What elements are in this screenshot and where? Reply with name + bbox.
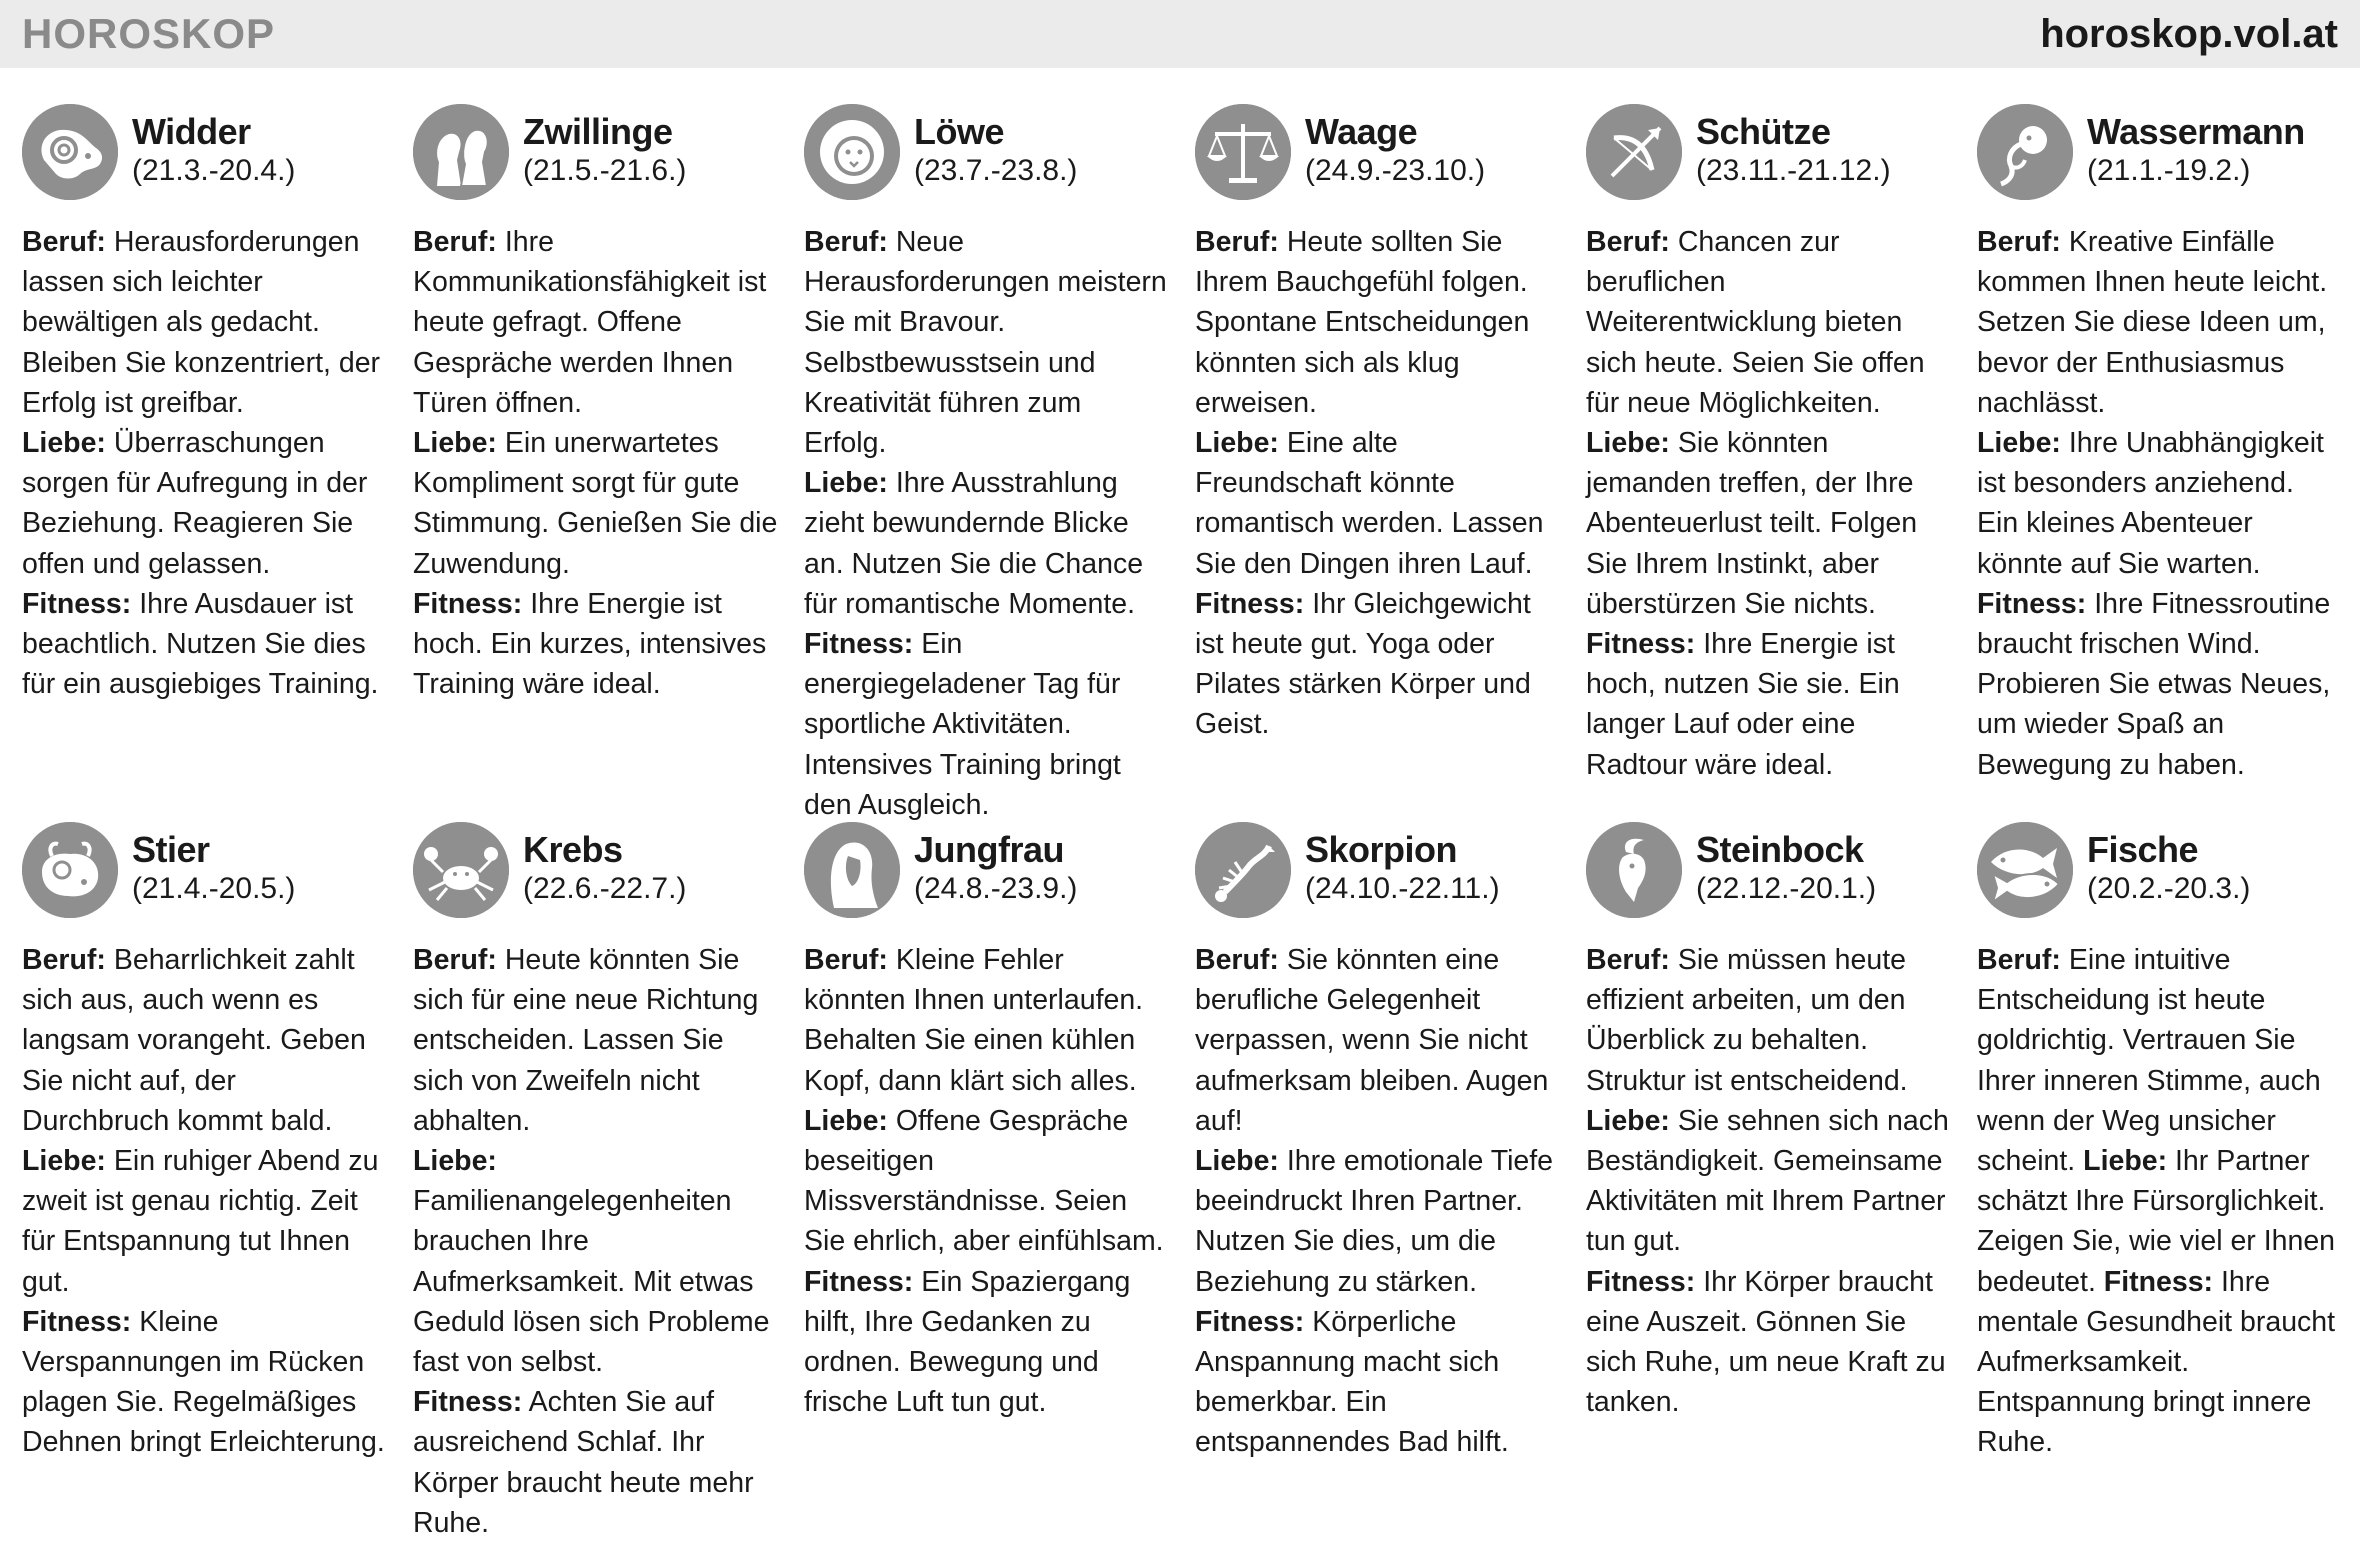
liebe-text: Ein unerwartetes Kompliment sorgt für gute Stimmung. Genießen Sie die Zuwendung. [413, 427, 778, 580]
sign-text [413, 222, 778, 704]
sign-name: Fische [2087, 829, 2199, 870]
fitness-label: Fitness: [1195, 1305, 1305, 1338]
liebe-label: Liebe: [804, 467, 888, 500]
sign-krebs [413, 822, 778, 1539]
sign-name: Schütze [1696, 111, 1831, 152]
sign-dates: (22.12.-20.1.) [1696, 872, 1877, 905]
sign-text [804, 222, 1169, 825]
twins-icon [413, 104, 509, 200]
sign-stier [22, 822, 387, 1502]
liebe-label: Liebe: [22, 1145, 106, 1178]
sign-zwillinge [413, 104, 778, 784]
fitness-text: Ihre Energie ist hoch. Ein kurzes, intensives Training wäre ideal. [413, 587, 767, 701]
sign-text [22, 222, 387, 704]
beruf-label: Beruf: [413, 226, 497, 258]
fish-icon [1977, 822, 2073, 918]
liebe-text: Offene Gespräche beseitigen Missverständnisse. Seien Sie ehrlich, aber einfühlsam. [804, 1104, 1164, 1258]
sign-loewe [804, 104, 1169, 821]
scorpion-icon [1195, 822, 1291, 918]
liebe-text: Familienangelegenheiten brauchen Ihre Aufmerksamkeit. Mit etwas Geduld lösen sich Probleme fast von selbst. [413, 1185, 770, 1379]
bull-icon [22, 822, 118, 918]
water-bearer-icon [1977, 104, 2073, 200]
sign-wassermann [1977, 104, 2342, 784]
fitness-label: Fitness: [1586, 628, 1696, 661]
sign-skorpion [1195, 822, 1560, 1502]
sign-dates: (21.4.-20.5.) [132, 872, 296, 905]
sign-dates: (23.11.-21.12.) [1696, 154, 1891, 187]
liebe-label: Liebe: [1586, 1104, 1670, 1137]
fitness-text: Ihre Ausdauer ist beachtlich. Nutzen Sie dies für ein ausgiebiges Training. [22, 587, 379, 701]
beruf-label: Beruf: [804, 226, 888, 258]
sign-dates: (22.6.-22.7.) [523, 872, 687, 905]
beruf-text: Sie müssen heute effizient arbeiten, um den Überblick zu behalten. Struktur ist entscheidend. [1586, 944, 1908, 1097]
fitness-text: Körperliche Anspannung macht sich bemerkbar. Ein entspannendes Bad hilft. [1195, 1305, 1509, 1459]
site-url: horoskop.vol.at [2040, 11, 2338, 56]
sign-text [1195, 940, 1560, 1463]
fitness-text: Ihre mentale Gesundheit braucht Aufmerksamkeit. Entspannung bringt innere Ruhe. [1977, 1265, 2336, 1459]
liebe-text: Eine alte Freundschaft könnte romantisch werden. Lassen Sie den Dingen ihren Lauf. [1195, 427, 1544, 580]
beruf-label: Beruf: [1586, 226, 1670, 258]
sign-name: Löwe [914, 111, 1005, 152]
beruf-text: Neue Herausforderungen meistern Sie mit Bravour. Selbstbewusstsein und Kreativität führen zum Erfolg. [804, 226, 1167, 460]
beruf-text: Eine intuitive Entscheidung ist heute goldrichtig. Vertrauen Sie Ihrer inneren Stimme, auch wenn der Weg unsicher scheint. [1977, 944, 2321, 1178]
beruf-text: Sie könnten eine berufliche Gelegenheit verpassen, wenn Sie nicht aufmerksam bleiben. Augen auf! [1195, 944, 1549, 1137]
fitness-label: Fitness: [22, 1305, 132, 1338]
beruf-label: Beruf: [1586, 944, 1670, 976]
lion-icon [804, 104, 900, 200]
fitness-text: Kleine Verspannungen im Rücken plagen Sie. Regelmäßiges Dehnen bringt Erleichterung. [22, 1305, 385, 1459]
sign-text [1195, 222, 1560, 745]
sign-name: Waage [1305, 111, 1418, 152]
liebe-label: Liebe: [413, 427, 497, 460]
page-title: HOROSKOP [22, 10, 276, 57]
beruf-text: Kleine Fehler könnten Ihnen unterlaufen. Behalten Sie einen kühlen Kopf, dann klärt sich alles. [804, 944, 1144, 1097]
sign-dates: (21.3.-20.4.) [132, 154, 296, 187]
fitness-text: Ihre Energie ist hoch, nutzen Sie sie. Ein langer Lauf oder eine Radtour wäre ideal. [1586, 628, 1900, 781]
beruf-text: Chancen zur beruflichen Weiterentwicklung bieten sich heute. Seien Sie offen für neue Möglichkeiten. [1586, 226, 1925, 419]
sign-text [22, 940, 387, 1463]
liebe-text: Ihre Unabhängigkeit ist besonders anziehend. Ein kleines Abenteuer könnte auf Sie warten. [1977, 427, 2324, 580]
beruf-text: Ihre Kommunikationsfähigkeit ist heute gefragt. Offene Gespräche werden Ihnen Türen öffnen. [413, 226, 767, 419]
sign-text [1586, 222, 1951, 785]
beruf-label: Beruf: [22, 944, 106, 976]
beruf-label: Beruf: [1195, 944, 1279, 976]
liebe-text: Überraschungen sorgen für Aufregung in der Beziehung. Reagieren Sie offen und gelassen. [22, 427, 368, 580]
sign-dates: (21.1.-19.2.) [2087, 154, 2251, 187]
sign-schuetze [1586, 104, 1951, 784]
liebe-text: Ein ruhiger Abend zu zweit ist genau richtig. Zeit für Entspannung tut Ihnen gut. [22, 1145, 379, 1298]
page-header [0, 0, 2360, 68]
fitness-label: Fitness: [804, 1265, 914, 1298]
sign-dates: (20.2.-20.3.) [2087, 872, 2251, 905]
fitness-label: Fitness: [1195, 587, 1305, 620]
fitness-label: Fitness: [1586, 1265, 1696, 1298]
beruf-text: Beharrlichkeit zahlt sich aus, auch wenn es langsam vorangeht. Geben Sie nicht auf, der Durchbruch kommt bald. [22, 944, 366, 1137]
sign-steinbock [1586, 822, 1951, 1502]
beruf-label: Beruf: [413, 944, 497, 976]
liebe-text: Ihre emotionale Tiefe beeindruckt Ihren Partner. Nutzen Sie dies, um die Beziehung zu stärken. [1195, 1145, 1554, 1298]
fitness-label: Fitness: [1977, 587, 2087, 620]
sign-waage [1195, 104, 1560, 784]
beruf-text: Kreative Einfälle kommen Ihnen heute leicht. Setzen Sie diese Ideen um, bevor der Enthusiasmus nachlässt. [1977, 226, 2328, 419]
sign-name: Zwillinge [523, 111, 673, 152]
sign-dates: (23.7.-23.8.) [914, 154, 1078, 187]
sign-text [1977, 222, 2342, 785]
fitness-label: Fitness: [22, 587, 132, 620]
sign-name: Steinbock [1696, 829, 1864, 870]
horoscope-grid [22, 104, 2342, 1539]
sign-name: Skorpion [1305, 829, 1458, 870]
sign-name: Stier [132, 829, 210, 870]
virgin-icon [804, 822, 900, 918]
sign-text [413, 940, 778, 1543]
beruf-label: Beruf: [1195, 226, 1279, 258]
sign-dates: (24.9.-23.10.) [1305, 154, 1486, 187]
sign-name: Widder [132, 111, 251, 152]
fitness-label: Fitness: [804, 628, 914, 661]
sign-dates: (21.5.-21.6.) [523, 154, 687, 187]
scales-icon [1195, 104, 1291, 200]
liebe-label: Liebe: [804, 1104, 888, 1137]
liebe-text: Sie könnten jemanden treffen, der Ihre Abenteuerlust teilt. Folgen Sie Ihrem Instinkt, aber überstürzen Sie nichts. [1586, 427, 1918, 620]
fitness-text: Ihre Fitnessroutine braucht frischen Wind. Probieren Sie etwas Neues, um wieder Spaß an Bewegung zu haben. [1977, 587, 2331, 781]
fitness-text: Ihr Körper braucht eine Auszeit. Gönnen Sie sich Ruhe, um neue Kraft zu tanken. [1586, 1265, 1946, 1419]
sign-dates: (24.8.-23.9.) [914, 872, 1078, 905]
fitness-text: Ein Spaziergang hilft, Ihre Gedanken zu ordnen. Bewegung und frische Luft tun gut. [804, 1265, 1131, 1419]
liebe-label: Liebe: [1195, 427, 1279, 460]
fitness-label: Fitness: [2103, 1265, 2214, 1298]
beruf-text: Heute könnten Sie sich für eine neue Richtung entscheiden. Lassen Sie sich von Zweifeln nicht abhalten. [413, 944, 759, 1137]
sign-text [1977, 940, 2342, 1463]
beruf-label: Beruf: [22, 226, 106, 258]
liebe-text: Ihre Ausstrahlung zieht bewundernde Blicke an. Nutzen Sie die Chance für romantische Momente. [804, 467, 1144, 620]
beruf-text: Heute sollten Sie Ihrem Bauchgefühl folgen. Spontane Entscheidungen könnten sich als klug erweisen. [1195, 226, 1530, 419]
beruf-text: Herausforderungen lassen sich leichter bewältigen als gedacht. Bleiben Sie konzentriert, der Erfolg ist greifbar. [22, 226, 381, 419]
ram-icon [22, 104, 118, 200]
sign-dates: (24.10.-22.11.) [1305, 872, 1500, 905]
sign-text [1586, 940, 1951, 1422]
liebe-text: Sie sehnen sich nach Beständigkeit. Gemeinsame Aktivitäten mit Ihrem Partner tun gut. [1586, 1104, 1949, 1258]
liebe-label: Liebe: [1195, 1145, 1279, 1178]
liebe-label: Liebe: [1977, 427, 2061, 460]
liebe-label: Liebe: [1586, 427, 1670, 460]
sign-name: Krebs [523, 829, 623, 870]
sign-widder [22, 104, 387, 784]
fitness-text: Ein energiegeladener Tag für sportliche Aktivitäten. Intensives Training bringt den Ausgleich. [804, 628, 1121, 821]
liebe-label: Liebe: [22, 427, 106, 460]
crab-icon [413, 822, 509, 918]
sign-text [804, 940, 1169, 1422]
beruf-label: Beruf: [1977, 944, 2061, 976]
liebe-text: Ihr Partner schätzt Ihre Fürsorglichkeit. Zeigen Sie, wie viel er Ihnen bedeutet. [1977, 1145, 2336, 1298]
archer-icon [1586, 104, 1682, 200]
liebe-label: Liebe: [2083, 1145, 2168, 1178]
beruf-label: Beruf: [804, 944, 888, 976]
goat-icon [1586, 822, 1682, 918]
sign-name: Jungfrau [914, 829, 1065, 870]
sign-name: Wassermann [2087, 111, 2305, 152]
sign-jungfrau [804, 822, 1169, 1502]
fitness-text: Ihr Gleichgewicht ist heute gut. Yoga oder Pilates stärken Körper und Geist. [1195, 587, 1531, 741]
sign-fische [1977, 822, 2342, 1502]
beruf-label: Beruf: [1977, 226, 2061, 258]
fitness-label: Fitness: [413, 587, 523, 620]
liebe-label: Liebe: [413, 1145, 497, 1178]
fitness-text: Achten Sie auf ausreichend Schlaf. Ihr Körper braucht heute mehr Ruhe. [413, 1386, 754, 1539]
fitness-label: Fitness: [413, 1386, 523, 1419]
